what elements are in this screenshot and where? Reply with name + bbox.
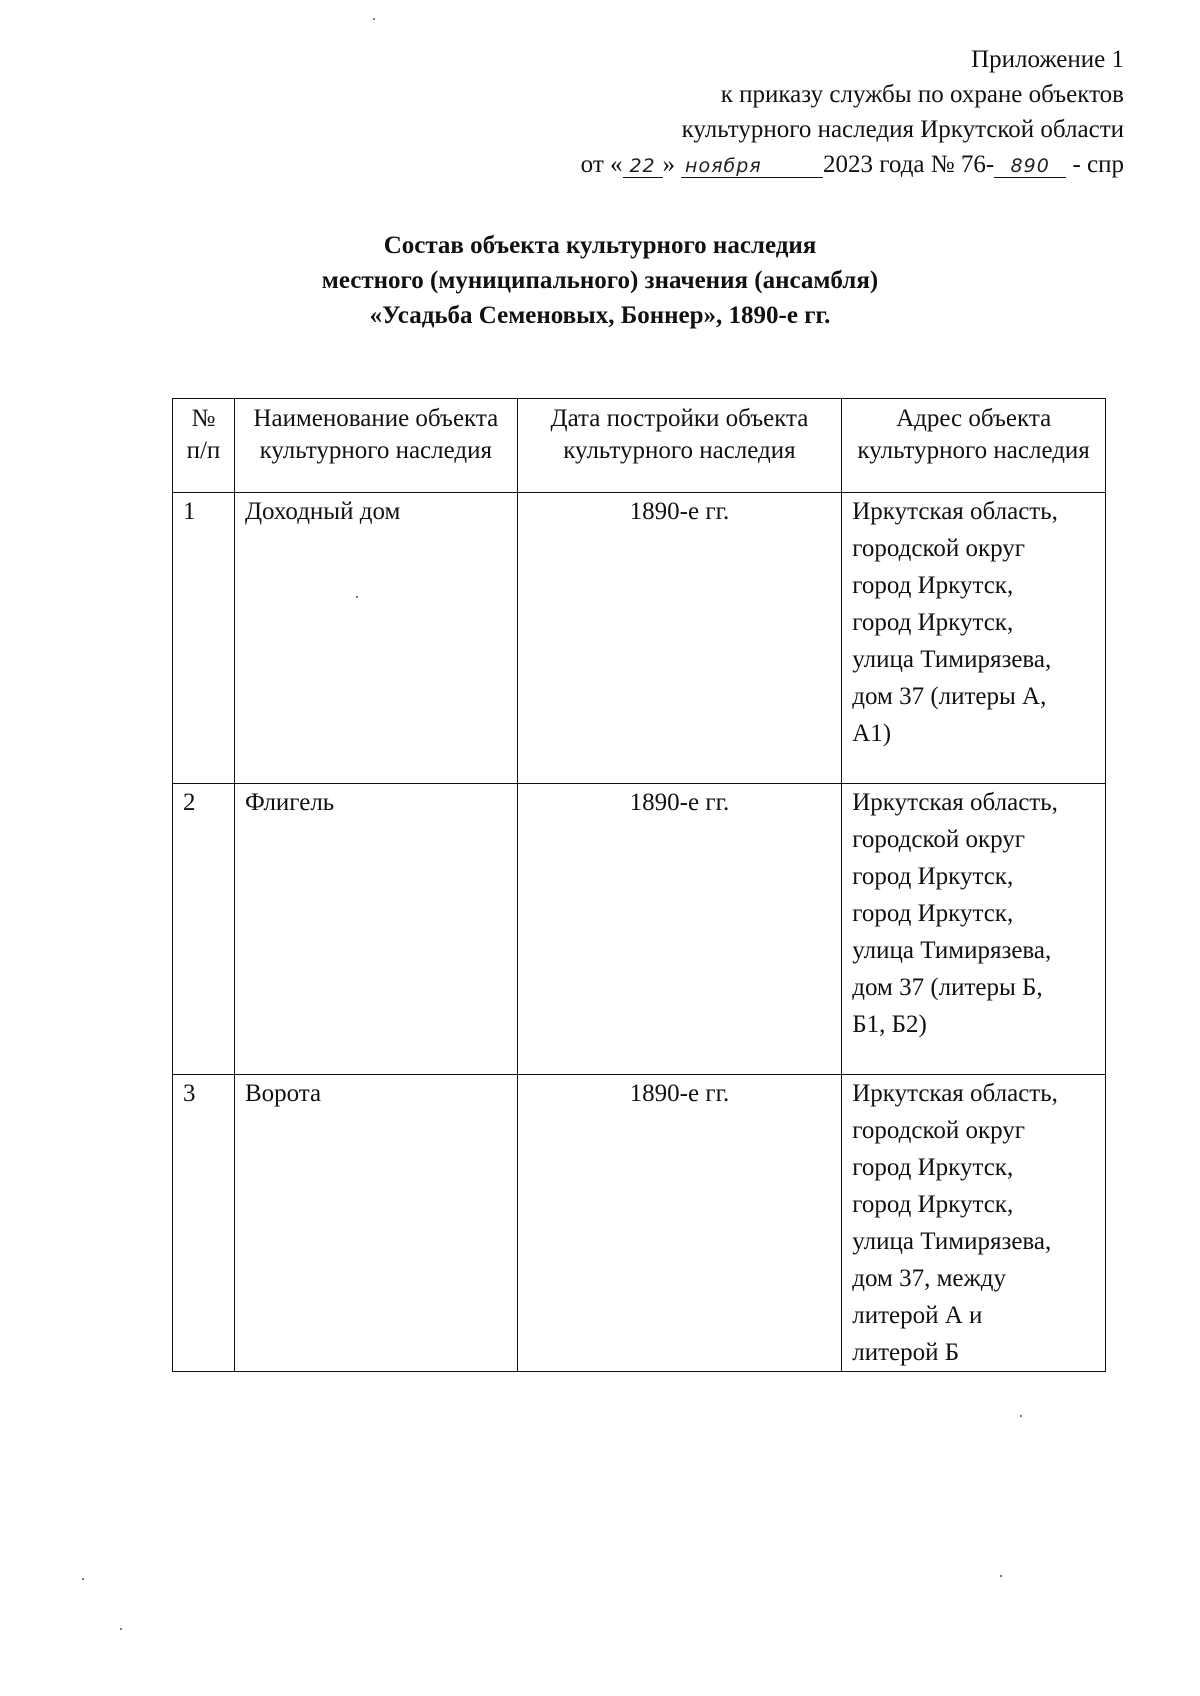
object-name: Доходный дом [234, 493, 517, 784]
table-header-row [173, 399, 1106, 493]
row-number: 2 [173, 784, 235, 1075]
title-line-2: местного (муниципального) значения (ансамбля) [321, 267, 879, 294]
column-header-address: Адрес объекта культурного наследия [842, 399, 1106, 493]
construction-date: 1890-е гг. [517, 1075, 842, 1372]
column-header-number: № п/п [173, 399, 235, 493]
scan-speck [373, 18, 375, 20]
address-line: городской округ [852, 535, 1026, 562]
table-row [173, 1075, 1106, 1372]
object-address [842, 1075, 1106, 1372]
row-number: 1 [173, 493, 235, 784]
scan-speck [1020, 1415, 1022, 1417]
appendix-label: Приложение 1 [971, 46, 1124, 73]
address-line: Иркутская область, [852, 1080, 1058, 1107]
address-line: городской округ [852, 1117, 1026, 1144]
handwritten-day: 22 [623, 155, 663, 178]
address-line: Иркутская область, [852, 498, 1058, 525]
address-line: Иркутская область, [852, 789, 1058, 816]
heritage-objects-table [172, 398, 1106, 1372]
address-line: литерой Б [852, 1339, 960, 1366]
object-name: Флигель [234, 784, 517, 1075]
date-prefix: от « [580, 151, 623, 178]
title-line-3: «Усадьба Семеновых, Боннер», 1890-е гг. [369, 302, 831, 329]
object-address [842, 493, 1106, 784]
address-line: дом 37 (литеры Б, [852, 974, 1043, 1001]
address-line: городской округ [852, 826, 1026, 853]
order-date-line [424, 147, 1124, 182]
address-line: улица Тимирязева, [852, 646, 1052, 673]
address-line: А1) [852, 720, 892, 747]
construction-date: 1890-е гг. [517, 493, 842, 784]
object-address [842, 784, 1106, 1075]
scan-speck [1000, 1575, 1002, 1577]
address-line: Б1, Б2) [852, 1011, 927, 1038]
address-line: город Иркутск, [852, 609, 1014, 636]
construction-date: 1890-е гг. [517, 784, 842, 1075]
scan-speck [120, 1628, 122, 1630]
document-header [424, 42, 1124, 182]
address-line: улица Тимирязева, [852, 1228, 1052, 1255]
title-line-1: Состав объекта культурного наследия [383, 232, 817, 259]
address-line: город Иркутск, [852, 1154, 1014, 1181]
order-reference-line: к приказу службы по охране объектов [720, 81, 1124, 108]
document-title [170, 228, 1030, 333]
address-line: улица Тимирязева, [852, 937, 1052, 964]
order-suffix: - спр [1066, 151, 1124, 178]
address-line: литерой А и [852, 1302, 983, 1329]
address-line: дом 37, между [852, 1265, 1006, 1292]
row-number: 3 [173, 1075, 235, 1372]
address-line: дом 37 (литеры А, [852, 683, 1047, 710]
scan-speck [82, 1578, 84, 1580]
issuing-authority-line: культурного наследия Иркутской области [681, 116, 1124, 143]
object-name: Ворота [234, 1075, 517, 1372]
table-row [173, 784, 1106, 1075]
column-header-date: Дата постройки объекта культурного наследия [517, 399, 842, 493]
address-line: город Иркутск, [852, 1191, 1014, 1218]
scan-speck [356, 596, 358, 598]
handwritten-order-number: 890 [994, 155, 1066, 178]
address-line: город Иркутск, [852, 863, 1014, 890]
table-row [173, 493, 1106, 784]
address-line: город Иркутск, [852, 572, 1014, 599]
year-and-number-prefix: 2023 года № 76- [823, 151, 995, 178]
handwritten-month: ноября [681, 155, 823, 178]
column-header-name: Наименование объекта культурного наследия [234, 399, 517, 493]
address-line: город Иркутск, [852, 900, 1014, 927]
date-mid: » [662, 151, 676, 178]
